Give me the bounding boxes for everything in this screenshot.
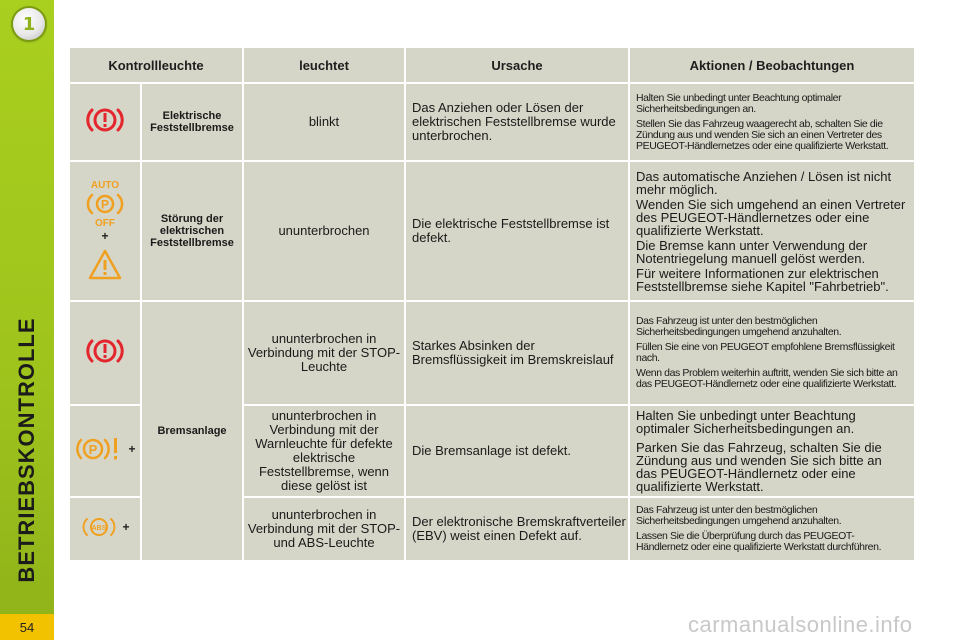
light-name-cell: Bremsanlage <box>142 302 242 560</box>
icon-cell <box>70 162 140 300</box>
light-name-cell: Störung der elektrischen Feststellbremse <box>142 162 242 300</box>
plus-sign: + <box>101 229 109 243</box>
light-name-cell: Elektrische Feststellbremse <box>142 84 242 160</box>
cause-cell: Der elektronische Bremskraftverteiler (EBV) weist einen Defekt auf. <box>406 498 628 560</box>
action-text: Die Bremse kann unter Verwendung der Notentriegelung manuell gelöst werden. <box>636 237 868 266</box>
header-aktionen: Aktionen / Beobachtungen <box>630 48 914 82</box>
action-text: Das automatische Anziehen / Lösen ist nicht mehr möglich. <box>636 168 892 197</box>
lit-cell: ununterbrochen in Verbindung mit der STOP- und ABS-Leuchte <box>244 498 404 560</box>
watermark: carmanualsonline.info <box>688 612 913 637</box>
action-cell <box>630 406 914 496</box>
off-label: OFF <box>95 218 115 229</box>
abs-icon <box>80 514 118 540</box>
p-label: P <box>89 441 98 457</box>
table-row <box>70 84 914 160</box>
action-text: Füllen Sie eine von PEUGEOT empfohlene Bremsflüssigkeit nach. <box>636 341 895 364</box>
cause-cell: Die Bremsanlage ist defekt. <box>406 406 628 496</box>
chapter-title-text: BETRIEBSKONTROLLE <box>14 317 39 583</box>
auto-p-off-icon <box>82 179 128 229</box>
icon-cell <box>70 84 140 160</box>
icon-cell <box>70 302 140 404</box>
action-text: Wenn das Problem weiterhin auftritt, wenden Sie sich bitte an das PEUGEOT-Händlernetz oder eine qualifizierte Werkstatt. <box>636 367 898 390</box>
action-text: Das Fahrzeug ist unter den bestmöglichen Sicherheitsbedingungen umgehend anzuhalten. <box>636 315 842 338</box>
lit-cell: blinkt <box>244 84 404 160</box>
action-text: Halten Sie unbedingt unter Beachtung optimaler Sicherheitsbedingungen an. <box>636 408 856 436</box>
chapter-number-badge: 1 <box>13 8 45 40</box>
plus-sign: + <box>128 441 136 456</box>
header-leuchtet: leuchtet <box>244 48 404 82</box>
action-text: Lassen Sie die Überprüfung durch das PEUGEOT-Händlernetz oder eine qualifizierte Werkstatt durchführen. <box>636 530 882 553</box>
chapter-title <box>0 300 54 600</box>
plus-sign: + <box>122 519 130 534</box>
header-kontrollleuchte: Kontrollleuchte <box>70 48 242 82</box>
icon-cell <box>70 498 140 560</box>
action-cell <box>630 498 914 560</box>
cause-cell: Die elektrische Feststellbremse ist defekt. <box>406 162 628 300</box>
auto-label: AUTO <box>90 180 120 191</box>
warning-lights-table <box>68 46 916 562</box>
action-text: Parken Sie das Fahrzeug, schalten Sie die Zündung aus und wenden Sie sich bitte an das PEUGEOT-Händlernetz oder eine qualifizierte Werkstatt. <box>636 440 882 494</box>
p-label: P <box>100 197 110 212</box>
lit-cell: ununterbrochen in Verbindung mit der STOP-Leuchte <box>244 302 404 404</box>
brake-warning-icon <box>84 105 126 135</box>
chapter-sidebar <box>0 0 54 640</box>
action-text: Stellen Sie das Fahrzeug waagerecht ab, schalten Sie die Zündung aus und wenden Sie sich an einen Vertreter des PEUGEOT-Händlernetzes oder eine qualifizierte Werkstatt. <box>636 117 889 152</box>
parking-brake-fault-icon <box>74 434 124 464</box>
warning-triangle-icon <box>87 247 123 283</box>
page-number: 54 <box>0 614 54 640</box>
action-cell <box>630 162 914 300</box>
header-ursache: Ursache <box>406 48 628 82</box>
action-text: Für weitere Informationen zur elektrischen Feststellbremse siehe Kapitel "Fahrbetrieb". <box>636 265 889 294</box>
table-header-row <box>70 48 914 82</box>
action-text: Wenden Sie sich umgehend an einen Vertreter des PEUGEOT-Händlernetzes oder eine qualifizierte Werkstatt. <box>636 196 906 238</box>
action-cell <box>630 84 914 160</box>
cause-cell: Starkes Absinken der Bremsflüssigkeit im Bremskreislauf <box>406 302 628 404</box>
brake-warning-icon <box>84 336 126 366</box>
cause-cell: Das Anziehen oder Lösen der elektrischen Feststellbremse wurde unterbrochen. <box>406 84 628 160</box>
lit-cell: ununterbrochen <box>244 162 404 300</box>
table-row <box>70 162 914 300</box>
table-row <box>70 302 914 404</box>
action-text: Halten Sie unbedingt unter Beachtung optimaler Sicherheitsbedingungen an. <box>636 91 842 115</box>
icon-cell <box>70 406 140 496</box>
action-cell <box>630 302 914 404</box>
action-text: Das Fahrzeug ist unter den bestmöglichen Sicherheitsbedingungen umgehend anzuhalten. <box>636 504 842 527</box>
lit-cell: ununterbrochen in Verbindung mit der Warnleuchte für defekte elektrische Feststellbremse, wenn diese gelöst ist <box>244 406 404 496</box>
abs-label: ABS <box>92 524 107 532</box>
